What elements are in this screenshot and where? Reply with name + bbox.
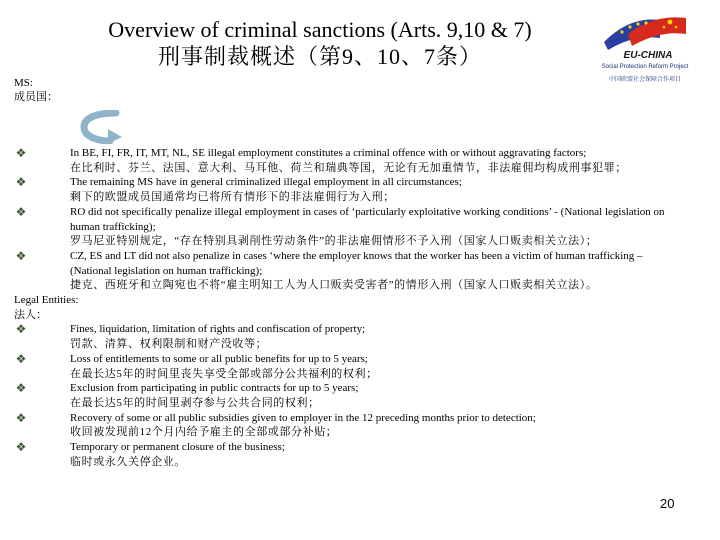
slide-title — [0, 16, 640, 70]
curved-arrow-icon — [78, 110, 126, 144]
item-chinese: 罗马尼亚特别规定，“存在特别具剥削性劳动条件”的非法雇佣情形不予入刑（国家人口贩卖相关立法）； — [70, 235, 598, 248]
list-item — [14, 381, 676, 410]
item-chinese: 在最长达5年的时间里丧失享受全部或部分公共福利的权利； — [70, 367, 378, 380]
item-english: Exclusion from participating in public contracts for up to 5 years; — [70, 382, 359, 395]
member-states-heading — [14, 76, 58, 104]
item-english: The remaining MS have in general criminalized illegal employment in all circumstances; — [70, 176, 462, 189]
diamond-bullet-icon: ❖ — [15, 204, 27, 219]
item-english: RO did not specifically penalize illegal employment in cases of ‘particularly exploitative working conditions’ - (National legislation on human trafficking); — [70, 205, 665, 233]
list-item — [14, 411, 676, 440]
item-chinese: 在最长达5年的时间里剥夺参与公共合同的权利； — [70, 396, 320, 409]
title-english: Overview of criminal sanctions (Arts. 9,10 & 7) — [108, 17, 532, 42]
list-item — [14, 205, 676, 249]
page-number: 20 — [660, 496, 675, 511]
diamond-bullet-icon: ❖ — [15, 146, 27, 160]
item-english: In BE, FI, FR, IT, MT, NL, SE illegal employment constitutes a criminal offence with or without aggravating factors; — [70, 147, 587, 159]
diamond-bullet-icon: ❖ — [15, 440, 27, 455]
item-english: Recovery of some or all public subsidies given to employer in the 12 preceding months prior to detection; — [70, 411, 536, 424]
list-item — [14, 440, 676, 469]
diamond-bullet-icon: ❖ — [15, 322, 27, 337]
item-chinese: 捷克、西班牙和立陶宛也不将“雇主明知工人为人口贩卖受害者”的情形入刑（国家人口贩卖相关立法）。 — [70, 279, 598, 292]
diamond-bullet-icon: ❖ — [15, 410, 27, 425]
item-english: Temporary or permanent closure of the business; — [70, 441, 285, 454]
list-item — [14, 146, 676, 175]
item-chinese: 罚款、清算、权利限制和财产没收等； — [70, 338, 268, 351]
legal-label-english: Legal Entities: — [14, 294, 79, 307]
diamond-bullet-icon: ❖ — [15, 381, 27, 396]
item-chinese: 收回被发现前12个月内给予雇主的全部或部分补贴； — [70, 426, 338, 439]
logo-brand-text: EU-CHINA — [623, 50, 673, 61]
legal-entities-heading — [14, 293, 676, 322]
logo-subtitle-chinese: 中国欧盟社会保障合作项目 — [608, 77, 681, 83]
item-chinese: 剩下的欧盟成员国通常均已将所有情形下的非法雇佣行为入刑； — [70, 191, 395, 204]
item-chinese: 临时或永久关停企业。 — [70, 455, 186, 468]
slide-body — [14, 146, 676, 469]
eu-china-logo — [594, 10, 694, 88]
item-english: Fines, liquidation, limitation of rights and confiscation of property; — [70, 323, 366, 336]
list-item — [14, 322, 676, 351]
item-chinese: 在比利时、芬兰、法国、意大利、马耳他、荷兰和瑞典等国，无论有无加重情节，非法雇佣均构成刑事犯罪； — [70, 161, 627, 174]
title-chinese: 刑事制裁概述（第9、10、7条） — [157, 44, 482, 69]
item-english: CZ, ES and LT did not also penalize in cases ‘where the employer knows that the worker has been a victim of human trafficking – (National legislation on human trafficking); — [70, 249, 643, 277]
ms-label-chinese: 成员国： — [14, 91, 58, 103]
diamond-bullet-icon: ❖ — [15, 175, 27, 190]
flag-logo-icon — [600, 12, 690, 50]
item-english: Loss of entitlements to some or all public benefits for up to 5 years; — [70, 352, 368, 365]
diamond-bullet-icon: ❖ — [15, 248, 27, 263]
ms-label-english: MS: — [14, 77, 33, 89]
legal-label-chinese: 法人： — [14, 308, 47, 321]
list-item — [14, 175, 676, 204]
list-item — [14, 249, 676, 293]
diamond-bullet-icon: ❖ — [15, 351, 27, 366]
list-item — [14, 352, 676, 381]
logo-subtitle-english: Social Protection Reform Project — [601, 64, 689, 70]
